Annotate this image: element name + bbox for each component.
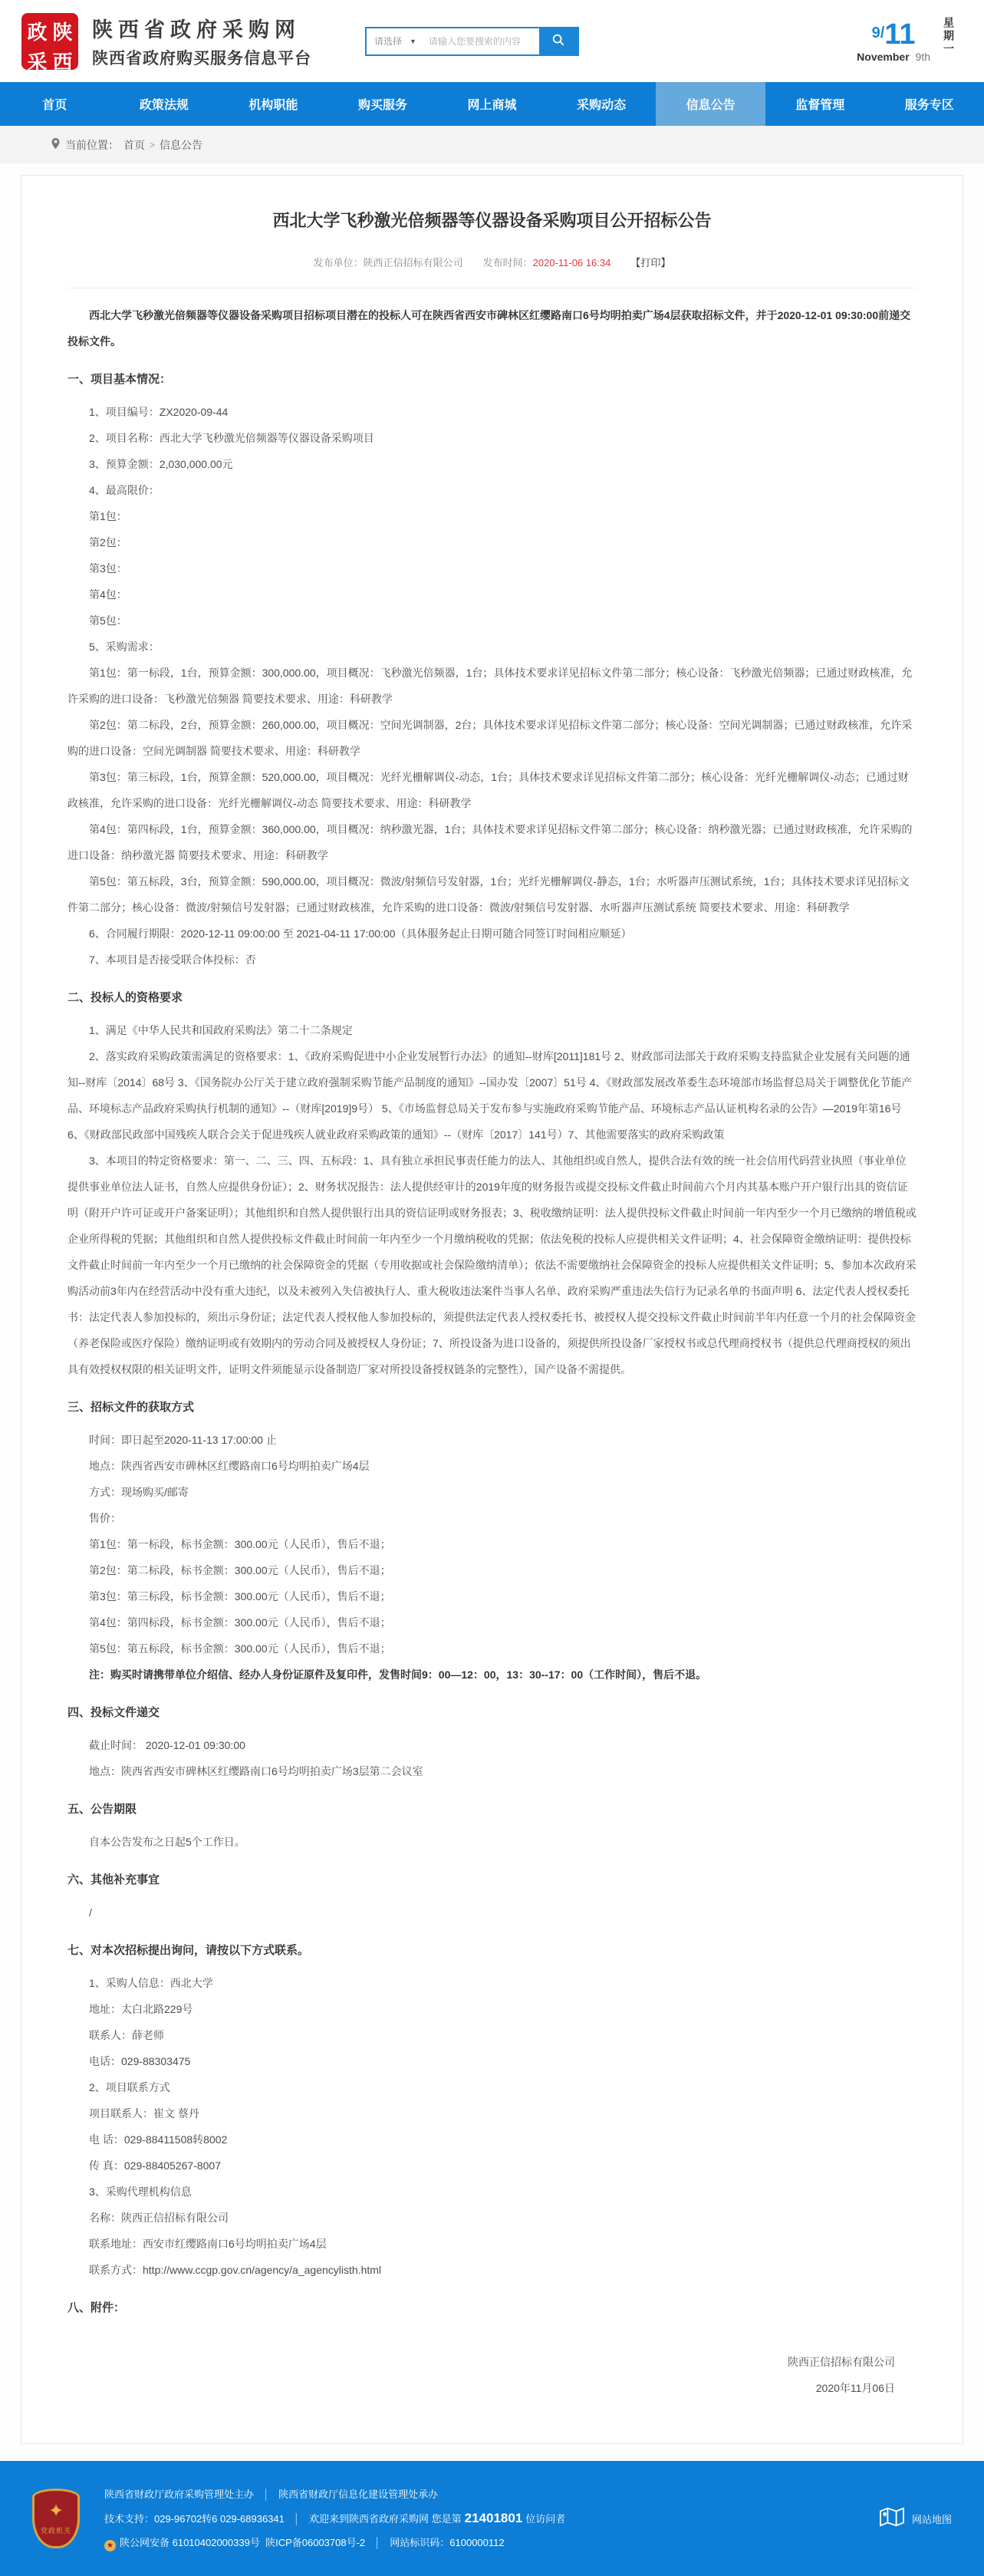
article-body xyxy=(67,302,917,2401)
article-paragraph: 第5包： xyxy=(67,608,917,634)
badge-label: 党政机关 xyxy=(41,2525,71,2535)
breadcrumb xyxy=(0,126,984,163)
article-paragraph: 第5包：第五标段，3台，预算金额：590,000.00，项目概况：微波/射频信号发射器，1台；光纤光栅解调仪-静态，1台；水听器声压测试系统，1台；具体技术要求详见招标文件第二部分；核心设备：微波/射频信号发射器；已通过财政核准，允许采购的进口设备：微波/射频信号发射器、水听器声压测试系统 简要技术要求、用途：科研教学 xyxy=(67,868,917,921)
article-paragraph: 3、采购代理机构信息 xyxy=(67,2179,917,2205)
date-month-name: November xyxy=(857,51,909,63)
article-paragraph: 第3包：第三标段，标书金额：300.00元（人民币），售后不退； xyxy=(67,1583,917,1609)
footer-host: 陕西省财政厅政府采购管理处主办 xyxy=(104,2489,254,2500)
article-paragraph: 1、项目编号：ZX2020-09-44 xyxy=(67,399,917,425)
article-paragraph: 七、对本次招标提出询问，请按以下方式联系。 xyxy=(67,1938,917,1964)
article-paragraph: 注：购买时请携带单位介绍信、经办人身份证原件及复印件，发售时间9：00—12：00，13：30--17：00（工作时间），售后不退。 xyxy=(67,1662,917,1688)
site-header xyxy=(0,0,984,82)
nav-item-purchase-service[interactable]: 购买服务 xyxy=(328,82,438,126)
article-paragraph: 方式：现场购买/邮寄 xyxy=(67,1479,917,1505)
article-paragraph: 2020年11月06日 xyxy=(67,2375,917,2401)
nav-item-info-notice[interactable]: 信息公告 xyxy=(656,82,765,126)
article-paragraph: 第1包：第一标段，标书金额：300.00元（人民币），售后不退； xyxy=(67,1531,917,1557)
search-box xyxy=(365,27,579,56)
nav-item-online-mall[interactable]: 网上商城 xyxy=(437,82,547,126)
article-paragraph: 2、项目联系方式 xyxy=(67,2074,917,2100)
article-paragraph: 时间：即日起至2020-11-13 17:00:00 止 xyxy=(67,1427,917,1453)
article-paragraph: 1、满足《中华人民共和国政府采购法》第二十二条规定 xyxy=(67,1017,917,1043)
article-paragraph: 自本公告发布之日起5个工作日。 xyxy=(67,1829,917,1855)
breadcrumb-current[interactable]: 信息公告 xyxy=(160,137,202,153)
article-paragraph: 联系方式：http://www.ccgp.gov.cn/agency/a_agencylisth.html xyxy=(67,2257,917,2283)
article-paragraph: 第3包：第三标段，1台，预算金额：520,000.00，项目概况：光纤光栅解调仪-动态，1台；具体技术要求详见招标文件第二部分；核心设备：光纤光栅解调仪-动态；已通过财政核准，允许采购的进口设备：光纤光栅解调仪-动态 简要技术要求、用途：科研教学 xyxy=(67,764,917,816)
article-paragraph: 第4包：第四标段，标书金额：300.00元（人民币），售后不退； xyxy=(67,1609,917,1636)
article-paragraph: 西北大学飞秒激光倍频器等仪器设备采购项目招标项目潜在的投标人可在陕西省西安市碑林区红缨路南口6号均明拍卖广场4层获取招标文件，并于2020-12-01 09:30:00前递交投标文件。 xyxy=(67,302,917,354)
article-meta xyxy=(67,255,917,269)
search-icon xyxy=(551,33,565,49)
date-day-number: 11 xyxy=(884,18,915,51)
article-paragraph: 地点：陕西省西安市碑林区红缨路南口6号均明拍卖广场3层第二会议室 xyxy=(67,1758,917,1784)
footer-separator: │ xyxy=(263,2489,269,2500)
article-paragraph: 电话：029-88303475 xyxy=(67,2048,917,2074)
date-month-number: 9/ xyxy=(872,25,885,41)
sitemap-label: 网站地图 xyxy=(912,2512,952,2526)
police-badge-icon: ★ xyxy=(104,2540,116,2551)
article-paragraph: 第3包： xyxy=(67,555,917,581)
article-paragraph: 第2包：第二标段，标书金额：300.00元（人民币），售后不退； xyxy=(67,1557,917,1583)
article-paragraph: 一、项目基本情况： xyxy=(67,367,917,393)
footer-line-registration xyxy=(104,2531,565,2555)
article-paragraph: 6、合同履行期限：2020-12-11 09:00:00 至 2021-04-11 17:00:00（具体服务起止日期可随合同签订时间相应顺延） xyxy=(67,921,917,947)
search-input[interactable] xyxy=(424,28,539,54)
article-paragraph: 4、最高限价： xyxy=(67,477,917,503)
article-paragraph: 八、附件： xyxy=(67,2295,917,2321)
footer-beian: 陕公网安备 61010402000339号 xyxy=(120,2537,260,2548)
print-button[interactable]: 【打印】 xyxy=(630,257,670,268)
article-paragraph: 联系人：薛老师 xyxy=(67,2022,917,2048)
logo-char: 陕 xyxy=(51,17,74,45)
content-area xyxy=(0,163,984,2461)
article-paragraph: 3、预算金额：2,030,000.00元 xyxy=(67,451,917,477)
page-title: 西北大学飞秒激光倍频器等仪器设备采购项目公开招标公告 xyxy=(67,208,917,232)
footer-line-support xyxy=(104,2506,565,2531)
publisher-value: 陕西正信招标有限公司 xyxy=(364,257,463,268)
article-paragraph: 项目联系人：崔文 蔡丹 xyxy=(67,2100,917,2126)
footer-welcome: 欢迎来到陕西省政府采购网 您是第 xyxy=(309,2513,462,2525)
nav-item-home[interactable]: 首页 xyxy=(0,82,110,126)
date-ordinal: 9th xyxy=(916,51,930,63)
search-category-select[interactable] xyxy=(367,28,424,54)
announcement-card xyxy=(21,175,963,2444)
article-paragraph: 电 话：029-88411508转8002 xyxy=(67,2126,917,2153)
breadcrumb-separator: > xyxy=(150,140,155,150)
footer-separator: │ xyxy=(294,2513,300,2525)
date-widget xyxy=(857,17,963,66)
footer-icp: 陕ICP备06003708号-2 xyxy=(265,2537,365,2548)
publish-time-value: 2020-11-06 16:34 xyxy=(533,257,611,268)
breadcrumb-home-link[interactable]: 首页 xyxy=(123,137,145,153)
search-select-label: 请选择 xyxy=(374,35,402,48)
article-paragraph: 三、招标文件的获取方式 xyxy=(67,1395,917,1421)
map-icon xyxy=(879,2505,905,2532)
nav-item-supervision[interactable]: 监督管理 xyxy=(765,82,875,126)
article-paragraph: 3、本项目的特定资格要求：第一、二、三、四、五标段：1、具有独立承担民事责任能力的法人、其他组织或自然人，提供合法有效的统一社会信用代码营业执照（事业单位提供事业单位法人证书，自然人应提供身份证）；2、财务状况报告：法人提供经审计的2019年度的财务报告或提交投标文件截止时间前六个月内其基本账户开户银行出具的资信证明（附开户许可证或开户备案证明）；其他组织和自然人提供银行出具的资信证明或财务报表；3、税收缴纳证明：法人提供投标文件截止时间前一年内至少一个月已缴纳的增值税或企业所得税的凭据；其他组织和自然人提供投标文件截止时间前一年内至少一个月缴纳税收的凭据；依法免税的投标人应提供相关文件证明；4、社会保障资金缴纳证明：提供投标文件截止时间前一年内至少一个月已缴纳的社会保障资金的凭据（专用收据或社会保险缴纳清单）；依法不需要缴纳社会保障资金的投标人应提供相关文件证明；5、参加本次政府采购活动前3年内在经营活动中没有重大违纪，以及未被列入失信被执行人、重大税收违法案件当事人名单、政府采购严重违法失信行为记录名单的书面声明 6、法定代表人授权委托书：法定代表人参加投标的，须出示身份证；法定代表人授权他人参加投标的，须提供法定代表人授权委托书、被授权人提交投标文件截止时间前半年内任意一个月的社会保障资金（养老保险或医疗保险）缴纳证明或有效期内的劳动合同及被授权人身份证；7、所投设备为进口设备的，须提供所投设备厂家授权书或总代理商授权书（提供总代理商授权的须出具有效授权权限的相关证明文件，证明文件须能显示设备制造厂家对所投设备授权链条的完整性），国产设备不需提供。 xyxy=(67,1148,917,1382)
footer-separator: │ xyxy=(374,2537,380,2548)
logo-char: 西 xyxy=(51,47,74,75)
article-paragraph: 第5包：第五标段，标书金额：300.00元（人民币），售后不退； xyxy=(67,1636,917,1662)
article-paragraph: 第4包： xyxy=(67,581,917,608)
publisher-label: 发布单位： xyxy=(314,257,364,268)
article-paragraph: 联系地址：西安市红缨路南口6号均明拍卖广场4层 xyxy=(67,2231,917,2257)
visitor-count: 21401801 xyxy=(465,2511,523,2525)
article-paragraph: 名称：陕西正信招标有限公司 xyxy=(67,2205,917,2231)
article-paragraph: 第2包：第二标段，2台，预算金额：260,000.00，项目概况：空间光调制器，2台；具体技术要求详见招标文件第二部分；核心设备：空间光调制器；已通过财政核准，允许采购的进口设备：空间光调制器 简要技术要求、用途：科研教学 xyxy=(67,712,917,764)
article-paragraph: 陕西正信招标有限公司 xyxy=(67,2349,917,2375)
sitemap-link[interactable] xyxy=(879,2505,952,2532)
nav-item-service-zone[interactable]: 服务专区 xyxy=(875,82,984,126)
footer-info xyxy=(104,2482,565,2555)
nav-item-policy[interactable]: 政策法规 xyxy=(110,82,219,126)
article-paragraph: 售价： xyxy=(67,1505,917,1531)
article-paragraph: / xyxy=(67,1899,917,1925)
nav-item-functions[interactable]: 机构职能 xyxy=(219,82,328,126)
nav-item-procurement-news[interactable]: 采购动态 xyxy=(547,82,657,126)
site-title: 陕西省政府采购网 xyxy=(92,13,311,43)
article-paragraph: 二、投标人的资格要求 xyxy=(67,985,917,1011)
site-subtitle: 陕西省政府购买服务信息平台 xyxy=(92,46,311,69)
article-paragraph: 第4包：第四标段，1台，预算金额：360,000.00，项目概况：纳秒激光器，1台；具体技术要求详见招标文件第二部分；核心设备：纳秒激光器；已通过财政核准，允许采购的进口设备：纳秒激光器 简要技术要求、用途：科研教学 xyxy=(67,816,917,868)
article-paragraph: 7、本项目是否接受联合体投标：否 xyxy=(67,947,917,973)
breadcrumb-label: 当前位置： xyxy=(65,137,119,153)
article-paragraph: 5、采购需求： xyxy=(67,634,917,660)
chevron-down-icon: ▼ xyxy=(410,38,416,45)
logo-char: 政 xyxy=(25,17,49,45)
search-button[interactable] xyxy=(539,28,578,54)
article-paragraph: 1、采购人信息：西北大学 xyxy=(67,1970,917,1996)
gov-agency-badge-icon xyxy=(32,2489,80,2548)
article-paragraph: 2、落实政府采购政策需满足的资格要求：1、《政府采购促进中小企业发展暂行办法》的通知--财库[2011]181号 2、财政部司法部关于政府采购支持监狱企业发展有关问题的通知--财库〔2014〕68号 3、《国务院办公厅关于建立政府强制采购节能产品制度的通知》--国办发〔2007〕51号 4、《财政部发展改革委生态环境部市场监督总局关于调整优化节能产品、环境标志产品政府采购执行机制的通知》--（财库[2019]9号） 5、《市场监督总局关于发布参与实施政府采购节能产品、环境标志产品认证机构名录的公告》—2019年第16号 6、《财政部民政部中国残疾人联合会关于促进残疾人就业政府采购政策的通知》--（财库〔2017〕141号）7、其他需要落实的政府采购政策 xyxy=(67,1043,917,1148)
main-nav xyxy=(0,82,984,126)
footer-site-code: 网站标识码：6100000112 xyxy=(390,2537,504,2548)
footer-cohost: 陕西省财政厅信息化建设管理处承办 xyxy=(278,2489,438,2500)
article-paragraph: 五、公告期限 xyxy=(67,1797,917,1823)
badge-emblem-icon: ✦ xyxy=(48,2502,64,2521)
article-paragraph: 第1包： xyxy=(67,503,917,529)
article-paragraph: 六、其他补充事宜 xyxy=(67,1867,917,1893)
location-pin-icon xyxy=(51,137,61,152)
article-paragraph: 第1包：第一标段，1台，预算金额：300,000.00，项目概况：飞秒激光倍频器，1台；具体技术要求详见招标文件第二部分；核心设备：飞秒激光倍频器；已通过财政核准，允许采购的进口设备：飞秒激光倍频器 简要技术要求、用途：科研教学 xyxy=(67,660,917,712)
article-paragraph: 地点：陕西省西安市碑林区红缨路南口6号均明拍卖广场4层 xyxy=(67,1453,917,1479)
date-weekday: 星期一 xyxy=(941,17,956,66)
article-paragraph: 第2包： xyxy=(67,529,917,555)
footer-tech-support: 技术支持：029-96702转6 029-68936341 xyxy=(104,2513,285,2525)
footer-line-hosts xyxy=(104,2482,565,2506)
publish-time-label: 发布时间： xyxy=(483,257,533,268)
footer-visitor-suffix: 位访问者 xyxy=(525,2513,565,2525)
site-footer xyxy=(0,2461,984,2576)
article-paragraph: 截止时间： 2020-12-01 09:30:00 xyxy=(67,1732,917,1758)
site-titles xyxy=(92,13,311,69)
article-paragraph: 2、项目名称：西北大学飞秒激光倍频器等仪器设备采购项目 xyxy=(67,425,917,451)
logo-char: 采 xyxy=(25,47,49,75)
article-paragraph: 四、投标文件递交 xyxy=(67,1700,917,1726)
site-logo xyxy=(21,13,78,70)
article-paragraph: 传 真：029-88405267-8007 xyxy=(67,2153,917,2179)
article-paragraph: 地址：太白北路229号 xyxy=(67,1996,917,2022)
